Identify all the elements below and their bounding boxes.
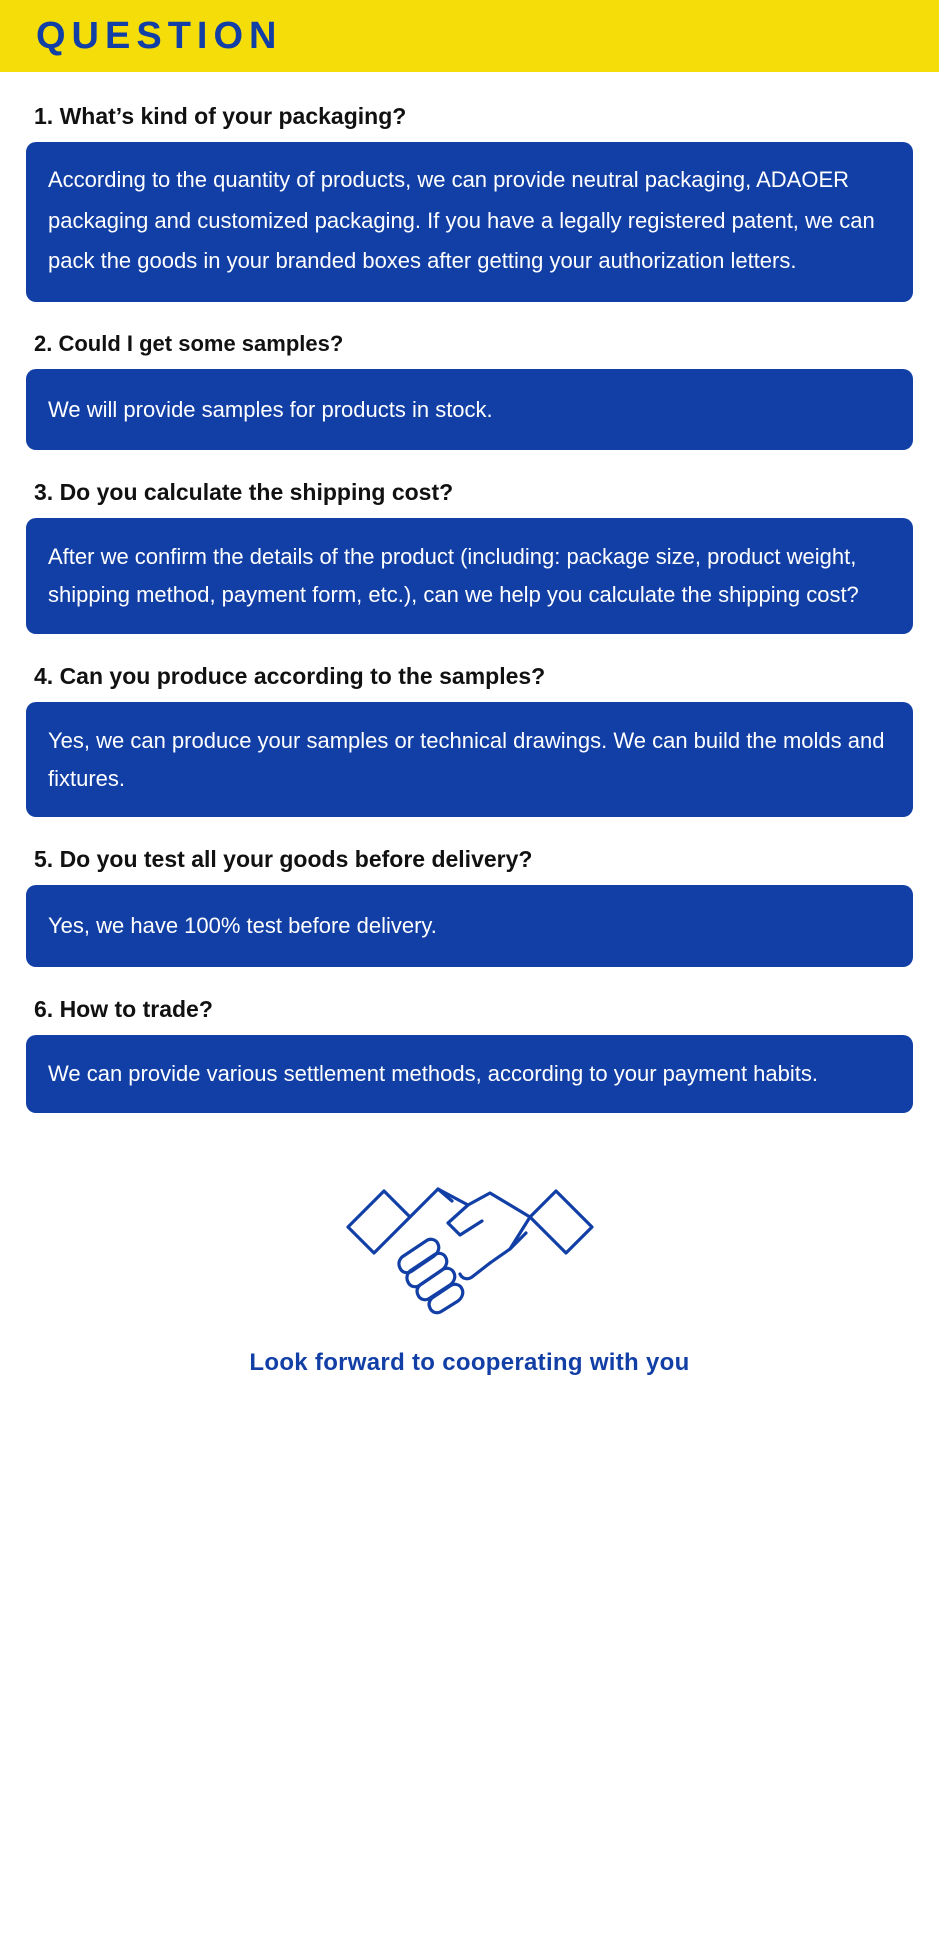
faq-item xyxy=(26,102,913,302)
faq-list xyxy=(0,102,939,1113)
faq-item xyxy=(26,478,913,634)
faq-answer-text: After we confirm the details of the product (including: package size, product weight, shipping method, payment form, etc.), can we help you calculate the shipping cost? xyxy=(48,544,859,608)
faq-question: 4. Can you produce according to the samples? xyxy=(34,662,546,689)
page-footer xyxy=(0,1153,939,1377)
faq-question: 2. Could I get some samples? xyxy=(34,330,344,356)
faq-item xyxy=(26,330,913,450)
faq-item xyxy=(26,845,913,967)
faq-answer-text: We can provide various settlement methods, according to your payment habits. xyxy=(48,1061,818,1087)
faq-answer xyxy=(26,1035,913,1113)
faq-question: 6. How to trade? xyxy=(34,996,213,1023)
faq-answer xyxy=(26,142,913,302)
faq-question: 1. What’s kind of your packaging? xyxy=(34,103,407,129)
faq-question: 3. Do you calculate the shipping cost? xyxy=(34,479,454,506)
faq-answer xyxy=(26,518,913,634)
handshake-icon xyxy=(340,1153,600,1323)
faq-answer-text: Yes, we have 100% test before delivery. xyxy=(48,913,437,939)
faq-item xyxy=(26,995,913,1113)
faq-answer-text: According to the quantity of products, we can provide neutral packaging, ADAOER packaging and customized packaging. If you have a legally registered patent, we can pack the goods in your branded boxes after getting your authorization letters. xyxy=(48,166,875,274)
faq-question: 5. Do you test all your goods before delivery? xyxy=(34,846,533,873)
faq-answer xyxy=(26,369,913,451)
footer-tagline: Look forward to cooperating with you xyxy=(249,1348,690,1376)
faq-answer xyxy=(26,885,913,967)
faq-item xyxy=(26,662,913,818)
page-title: QUESTION xyxy=(36,14,283,57)
page-banner xyxy=(0,0,939,72)
faq-answer-text: We will provide samples for products in stock. xyxy=(48,396,493,422)
faq-answer-text: Yes, we can produce your samples or technical drawings. We can build the molds and fixtures. xyxy=(48,727,885,791)
faq-answer xyxy=(26,702,913,818)
